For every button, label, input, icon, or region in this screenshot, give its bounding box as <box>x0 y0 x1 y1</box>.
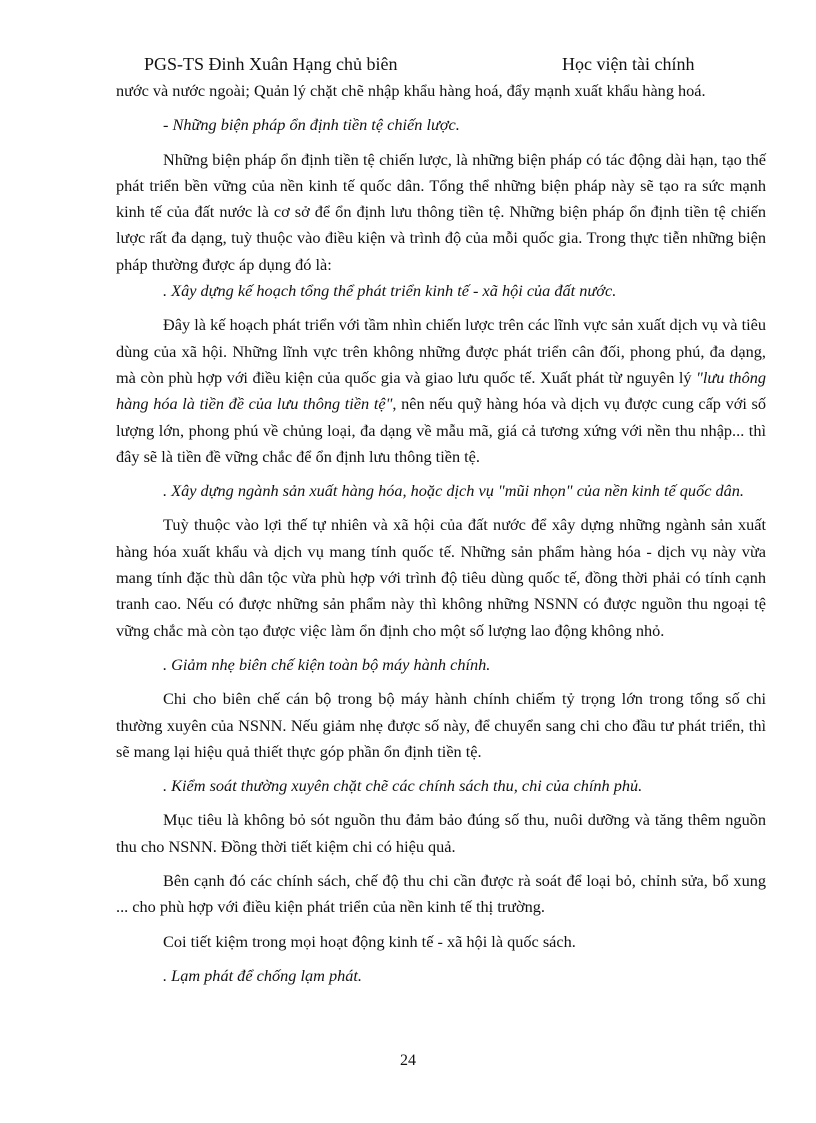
subheading-streamline-admin: . Giảm nhẹ biên chế kiện toàn bộ máy hành chính. <box>163 654 491 674</box>
page-header <box>116 50 766 78</box>
paragraph-streamline-admin: Chi cho biên chế cán bộ trong bộ máy hành chính chiếm tỷ trọng lớn trong tổng số chi thường xuyên của NSNN. Nếu giảm nhẹ được số này, để chuyển sang chi cho đầu tư phát triển, thì sẽ mang lại hiệu quả thiết thực góp phần ổn định tiền tệ. <box>116 689 766 761</box>
paragraph-overall-plan-part1: Đây là kế hoạch phát triển với tầm nhìn chiến lược trên các lĩnh vực sản xuất dịch vụ và tiêu dùng của xã hội. Những lĩnh vực trên không những được phát triển cân đối, phong phú, đa dạng, mà còn phù hợp với điều kiện của quốc gia và giao lưu quốc tế. Xuất phát từ nguyên lý <box>116 315 766 387</box>
subheading-inflation: . Lạm phát để chống lạm phát. <box>163 965 362 985</box>
document-page <box>116 50 766 989</box>
principle-quote: "lưu thông hàng hóa là tiền đề của lưu thông tiền tệ" <box>116 367 766 414</box>
header-author: PGS-TS Đinh Xuân Hạng chủ biên <box>144 54 398 74</box>
paragraph-key-sectors: Tuỳ thuộc vào lợi thế tự nhiên và xã hội của đất nước để xây dựng những ngành sản xuất hàng hóa xuất khẩu và dịch vụ mang tính quốc tế. Những sản phẩm hàng hóa - dịch vụ này vừa mang tính đặc thù dân tộc vừa phù hợp với trình độ tiêu dùng quốc tế, đồng thời phải có tính cạnh tranh cao. Nếu có được những sản phẩm này thì không những NSNN có được nguồn thu ngoại tệ vững chắc mà còn tạo được việc làm ổn định cho một số lượng lao động không nhỏ. <box>116 515 766 640</box>
paragraph-policy-review: Bên cạnh đó các chính sách, chế độ thu chi cần được rà soát để loại bỏ, chỉnh sửa, bổ xung ... cho phù hợp với điều kiện phát triển của nền kinh tế thị trường. <box>116 871 766 917</box>
section-heading-strategic-measures: - Những biện pháp ổn định tiền tệ chiến lược. <box>163 115 460 135</box>
paragraph-overall-plan <box>116 312 766 470</box>
paragraph-thrift: Coi tiết kiệm trong mọi hoạt động kinh tế - xã hội là quốc sách. <box>163 931 576 951</box>
subheading-overall-plan: . Xây dựng kế hoạch tổng thể phát triển kinh tế - xã hội của đất nước. <box>163 281 617 301</box>
header-institution: Học viện tài chính <box>562 54 695 74</box>
paragraph-overall-plan-part2: , nên nếu quỹ hàng hóa và dịch vụ được cung cấp với số lượng lớn, phong phú về chủng loại, đa dạng về mẫu mã, giá cả tương xứng với nền thu nhập... thì đây sẽ là tiền đề vững chắc để ổn định lưu thông tiền tệ. <box>116 394 766 466</box>
paragraph-continuation: nước và nước ngoài; Quản lý chặt chẽ nhập khẩu hàng hoá, đẩy mạnh xuất khẩu hàng hoá. <box>116 81 706 100</box>
subheading-control-policies: . Kiểm soát thường xuyên chặt chẽ các chính sách thu, chi của chính phủ. <box>163 776 643 796</box>
page-number: 24 <box>400 1052 416 1069</box>
subheading-key-sectors: . Xây dựng ngành sản xuất hàng hóa, hoặc dịch vụ "mũi nhọn" của nền kinh tế quốc dân. <box>163 481 744 501</box>
paragraph-strategic-measures: Những biện pháp ổn định tiền tệ chiến lược, là những biện pháp có tác động dài hạn, tạo thế phát triển bền vững của nền kinh tế quốc dân. Tổng thể những biện pháp này sẽ tạo ra sức mạnh kinh tế của đất nước là cơ sở để ổn định lưu thông tiền tệ. Những biện pháp ổn định tiền tệ chiến lược rất đa dạng, tuỳ thuộc vào điều kiện và trình độ của mỗi quốc gia. Trong thực tiễn những biện pháp thường được áp dụng đó là: <box>116 149 766 274</box>
paragraph-control-policies: Mục tiêu là không bỏ sót nguồn thu đảm bảo đúng số thu, nuôi dưỡng và tăng thêm nguồn thu cho NSNN. Đồng thời tiết kiệm chi có hiệu quả. <box>116 810 766 856</box>
